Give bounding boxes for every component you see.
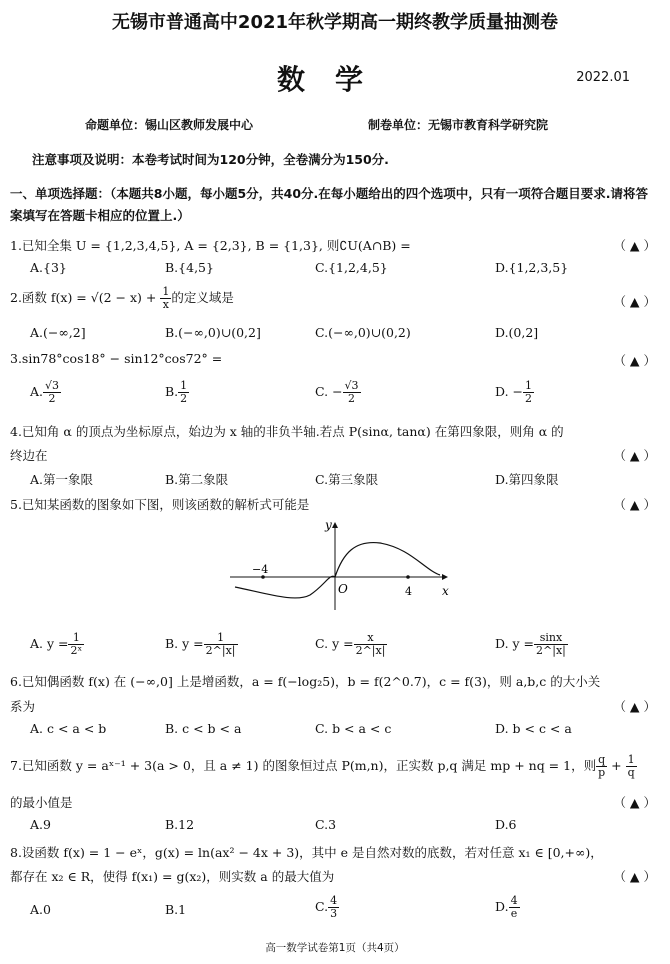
q2-fraction: [160, 286, 171, 311]
q8-c-den: 3: [330, 907, 338, 920]
q4-option-b: B.第二象限: [165, 472, 229, 487]
q3-option-b: [165, 380, 189, 405]
q7-option-c: C.3: [315, 817, 337, 832]
q5-c-den: 2^|x|: [355, 644, 386, 657]
q3-c-num: √3: [344, 379, 359, 392]
q7-fraction-2: [626, 754, 637, 779]
q3-a-den: 2: [48, 392, 56, 405]
q5-b-den: 2^|x|: [205, 644, 236, 657]
q5-c-label: C. y =: [315, 636, 354, 651]
q8-d-den: e: [510, 907, 518, 920]
q8-option-a: A.0: [30, 902, 51, 917]
question-6-stem: 6.已知偶函数 f(x) 在 (−∞,0] 上是增函数，a = f(−log₂5)，b = f(2^0.7)，c = f(3)，则 a,b,c 的大小关: [10, 674, 601, 689]
question-2-stem: [10, 286, 234, 311]
q7-frac1-num: q: [598, 753, 606, 766]
q3-c-fraction: [343, 380, 361, 405]
q3-b-num: 1: [180, 379, 188, 392]
tick-label-pos: 4: [405, 585, 412, 598]
proposer-unit: 命题单位：锡山区教师发展中心: [85, 118, 254, 132]
q2-option-b: B.(−∞,0)∪(0,2]: [165, 325, 261, 340]
q7-frac2-num: 1: [626, 754, 637, 767]
q8-c-num: 4: [330, 894, 338, 907]
answer-mark: （ ▲ ）: [613, 497, 656, 512]
question-8-stem-cont: 都存在 x₂ ∈ R，使得 f(x₁) = g(x₂)，则实数 a 的最大值为: [10, 869, 335, 884]
question-4-stem: 4.已知角 α 的顶点为坐标原点，始边为 x 轴的非负半轴.若点 P(sinα, tanα) 在第四象限，则角 α 的: [10, 424, 564, 439]
q2-option-a: A.(−∞,2]: [30, 325, 86, 340]
q3-d-num: 1: [525, 379, 532, 392]
q2-frac-num: 1: [162, 285, 170, 298]
q4-option-d: D.第四象限: [495, 472, 559, 487]
q3-d-den: 2: [525, 392, 532, 405]
q5-c-num: x: [354, 632, 388, 645]
function-graph: [225, 515, 465, 615]
q5-option-c: [315, 632, 387, 657]
question-4-stem-cont: 终边在: [10, 448, 48, 463]
q3-b-label: B.: [165, 384, 179, 399]
q3-d-label: D. −: [495, 384, 523, 399]
q7-option-a: A.9: [30, 817, 51, 832]
q6-option-c: C. b < a < c: [315, 721, 392, 736]
q5-c-fraction: [354, 632, 388, 657]
q3-option-d: [495, 380, 534, 405]
question-5-stem: 5.已知某函数的图象如下图，则该函数的解析式可能是: [10, 497, 310, 512]
q6-option-d: D. b < c < a: [495, 721, 572, 736]
q7-frac2-den: q: [627, 766, 635, 779]
q7-fraction-1: [596, 754, 607, 779]
q5-d-label: D. y =: [495, 636, 535, 651]
answer-mark: （ ▲ ）: [613, 869, 656, 884]
q3-d-fraction: [523, 380, 534, 405]
exam-title: 无锡市普通高中2021年秋学期高一期终教学质量抽测卷: [111, 12, 559, 33]
q6-option-a: A. c < a < b: [30, 721, 107, 736]
q2-option-c: C.(−∞,0)∪(0,2): [315, 325, 411, 340]
tick-label-neg: −4: [252, 563, 269, 576]
q3-b-den: 2: [180, 392, 188, 405]
q5-a-fraction: [68, 632, 84, 657]
subject-title: 数学: [276, 63, 393, 96]
q3-b-fraction: [178, 380, 189, 405]
q5-option-a: [30, 632, 84, 657]
question-1-stem: 1.已知全集 U = {1,2,3,4,5}, A = {2,3}, B = {1,3}, 则∁U(A∩B) =: [10, 238, 411, 253]
q8-d-num: 4: [510, 894, 518, 907]
answer-mark: （ ▲ ）: [613, 699, 656, 714]
page-footer: 高一数学试卷第1页（共4页）: [265, 942, 405, 954]
q3-a-fraction: [43, 380, 61, 405]
q5-d-fraction: [534, 632, 568, 657]
q2-stem-post: 的定义域是: [171, 290, 234, 305]
q6-option-b: B. c < b < a: [165, 721, 242, 736]
q1-option-b: B.{4,5}: [165, 260, 214, 275]
q8-option-b: B.1: [165, 902, 187, 917]
origin-label: O: [338, 582, 348, 596]
question-8-stem: 8.设函数 f(x) = 1 − eˣ，g(x) = ln(ax² − 4x + 3)，其中 e 是自然对数的底数，若对任意 x₁ ∈ [0,+∞)，: [10, 845, 603, 860]
q3-a-label: A.: [30, 384, 44, 399]
q2-frac-den: x: [162, 298, 169, 311]
printer-unit: 制卷单位：无锡市教育科学研究院: [368, 118, 549, 132]
answer-mark: （ ▲ ）: [613, 353, 656, 368]
answer-mark: （ ▲ ）: [613, 294, 656, 309]
q8-d-label: D.: [495, 899, 509, 914]
section-title: 一、单项选择题：（本题共8小题，每小题5分，共40分.在每小题给出的四个选项中，只有一项符合题目要求.请将答案填写在答题卡相应的位置上.）: [10, 186, 649, 223]
q8-option-c: [315, 895, 339, 920]
y-axis-label: y: [325, 518, 332, 532]
question-7-stem-cont: 的最小值是: [10, 795, 73, 810]
tick-point-pos: [406, 575, 410, 579]
answer-mark: （ ▲ ）: [613, 238, 656, 253]
q5-option-d: [495, 632, 568, 657]
x-axis-label: x: [442, 584, 449, 598]
q3-option-c: [315, 380, 361, 405]
q2-stem-pre: 2.函数 f(x) = √(2 − x) +: [10, 290, 161, 305]
q5-a-den: 2ˣ: [70, 644, 83, 657]
exam-date: 2022.01: [576, 70, 630, 85]
q5-option-b: [165, 632, 238, 657]
q5-a-label: A. y =: [30, 636, 69, 651]
q8-c-fraction: [328, 895, 339, 920]
q4-option-a: A.第一象限: [30, 472, 94, 487]
q2-option-d: D.(0,2]: [495, 325, 539, 340]
q3-a-num: √3: [45, 379, 60, 392]
q7-option-b: B.12: [165, 817, 195, 832]
q5-b-fraction: [204, 632, 238, 657]
question-3-stem: 3.sin78°cos18° − sin12°cos72° =: [10, 351, 223, 366]
q5-d-den: 2^|x|: [536, 644, 566, 657]
q7-frac1-den: p: [598, 766, 606, 779]
q7-stem-pre: 7.已知函数 y = aˣ⁻¹ + 3(a > 0，且 a ≠ 1) 的图象恒过点 P(m,n)，正实数 p,q 满足 mp + nq = 1，则: [10, 758, 597, 773]
q3-c-label: C. −: [315, 384, 343, 399]
question-7-stem: [10, 754, 637, 779]
q3-c-den: 2: [348, 392, 356, 405]
q1-option-c: C.{1,2,4,5}: [315, 260, 388, 275]
q5-a-num: 1: [68, 632, 84, 645]
q8-option-d: [495, 895, 520, 920]
q7-option-d: D.6: [495, 817, 517, 832]
q5-b-label: B. y =: [165, 636, 204, 651]
q8-c-label: C.: [315, 899, 329, 914]
q3-option-a: [30, 380, 61, 405]
q7-plus: +: [607, 758, 626, 773]
q1-option-d: D.{1,2,3,5}: [495, 260, 569, 275]
q4-option-c: C.第三象限: [315, 472, 379, 487]
answer-mark: （ ▲ ）: [613, 448, 656, 463]
q8-d-fraction: [509, 895, 520, 920]
exam-notice: 注意事项及说明：本卷考试时间为120分钟，全卷满分为150分.: [32, 152, 389, 167]
q1-option-a: A.{3}: [30, 260, 67, 275]
question-6-stem-cont: 系为: [10, 699, 36, 714]
answer-mark: （ ▲ ）: [613, 795, 656, 810]
q5-b-num: 1: [204, 632, 238, 645]
q5-d-num: sinx: [534, 632, 568, 645]
